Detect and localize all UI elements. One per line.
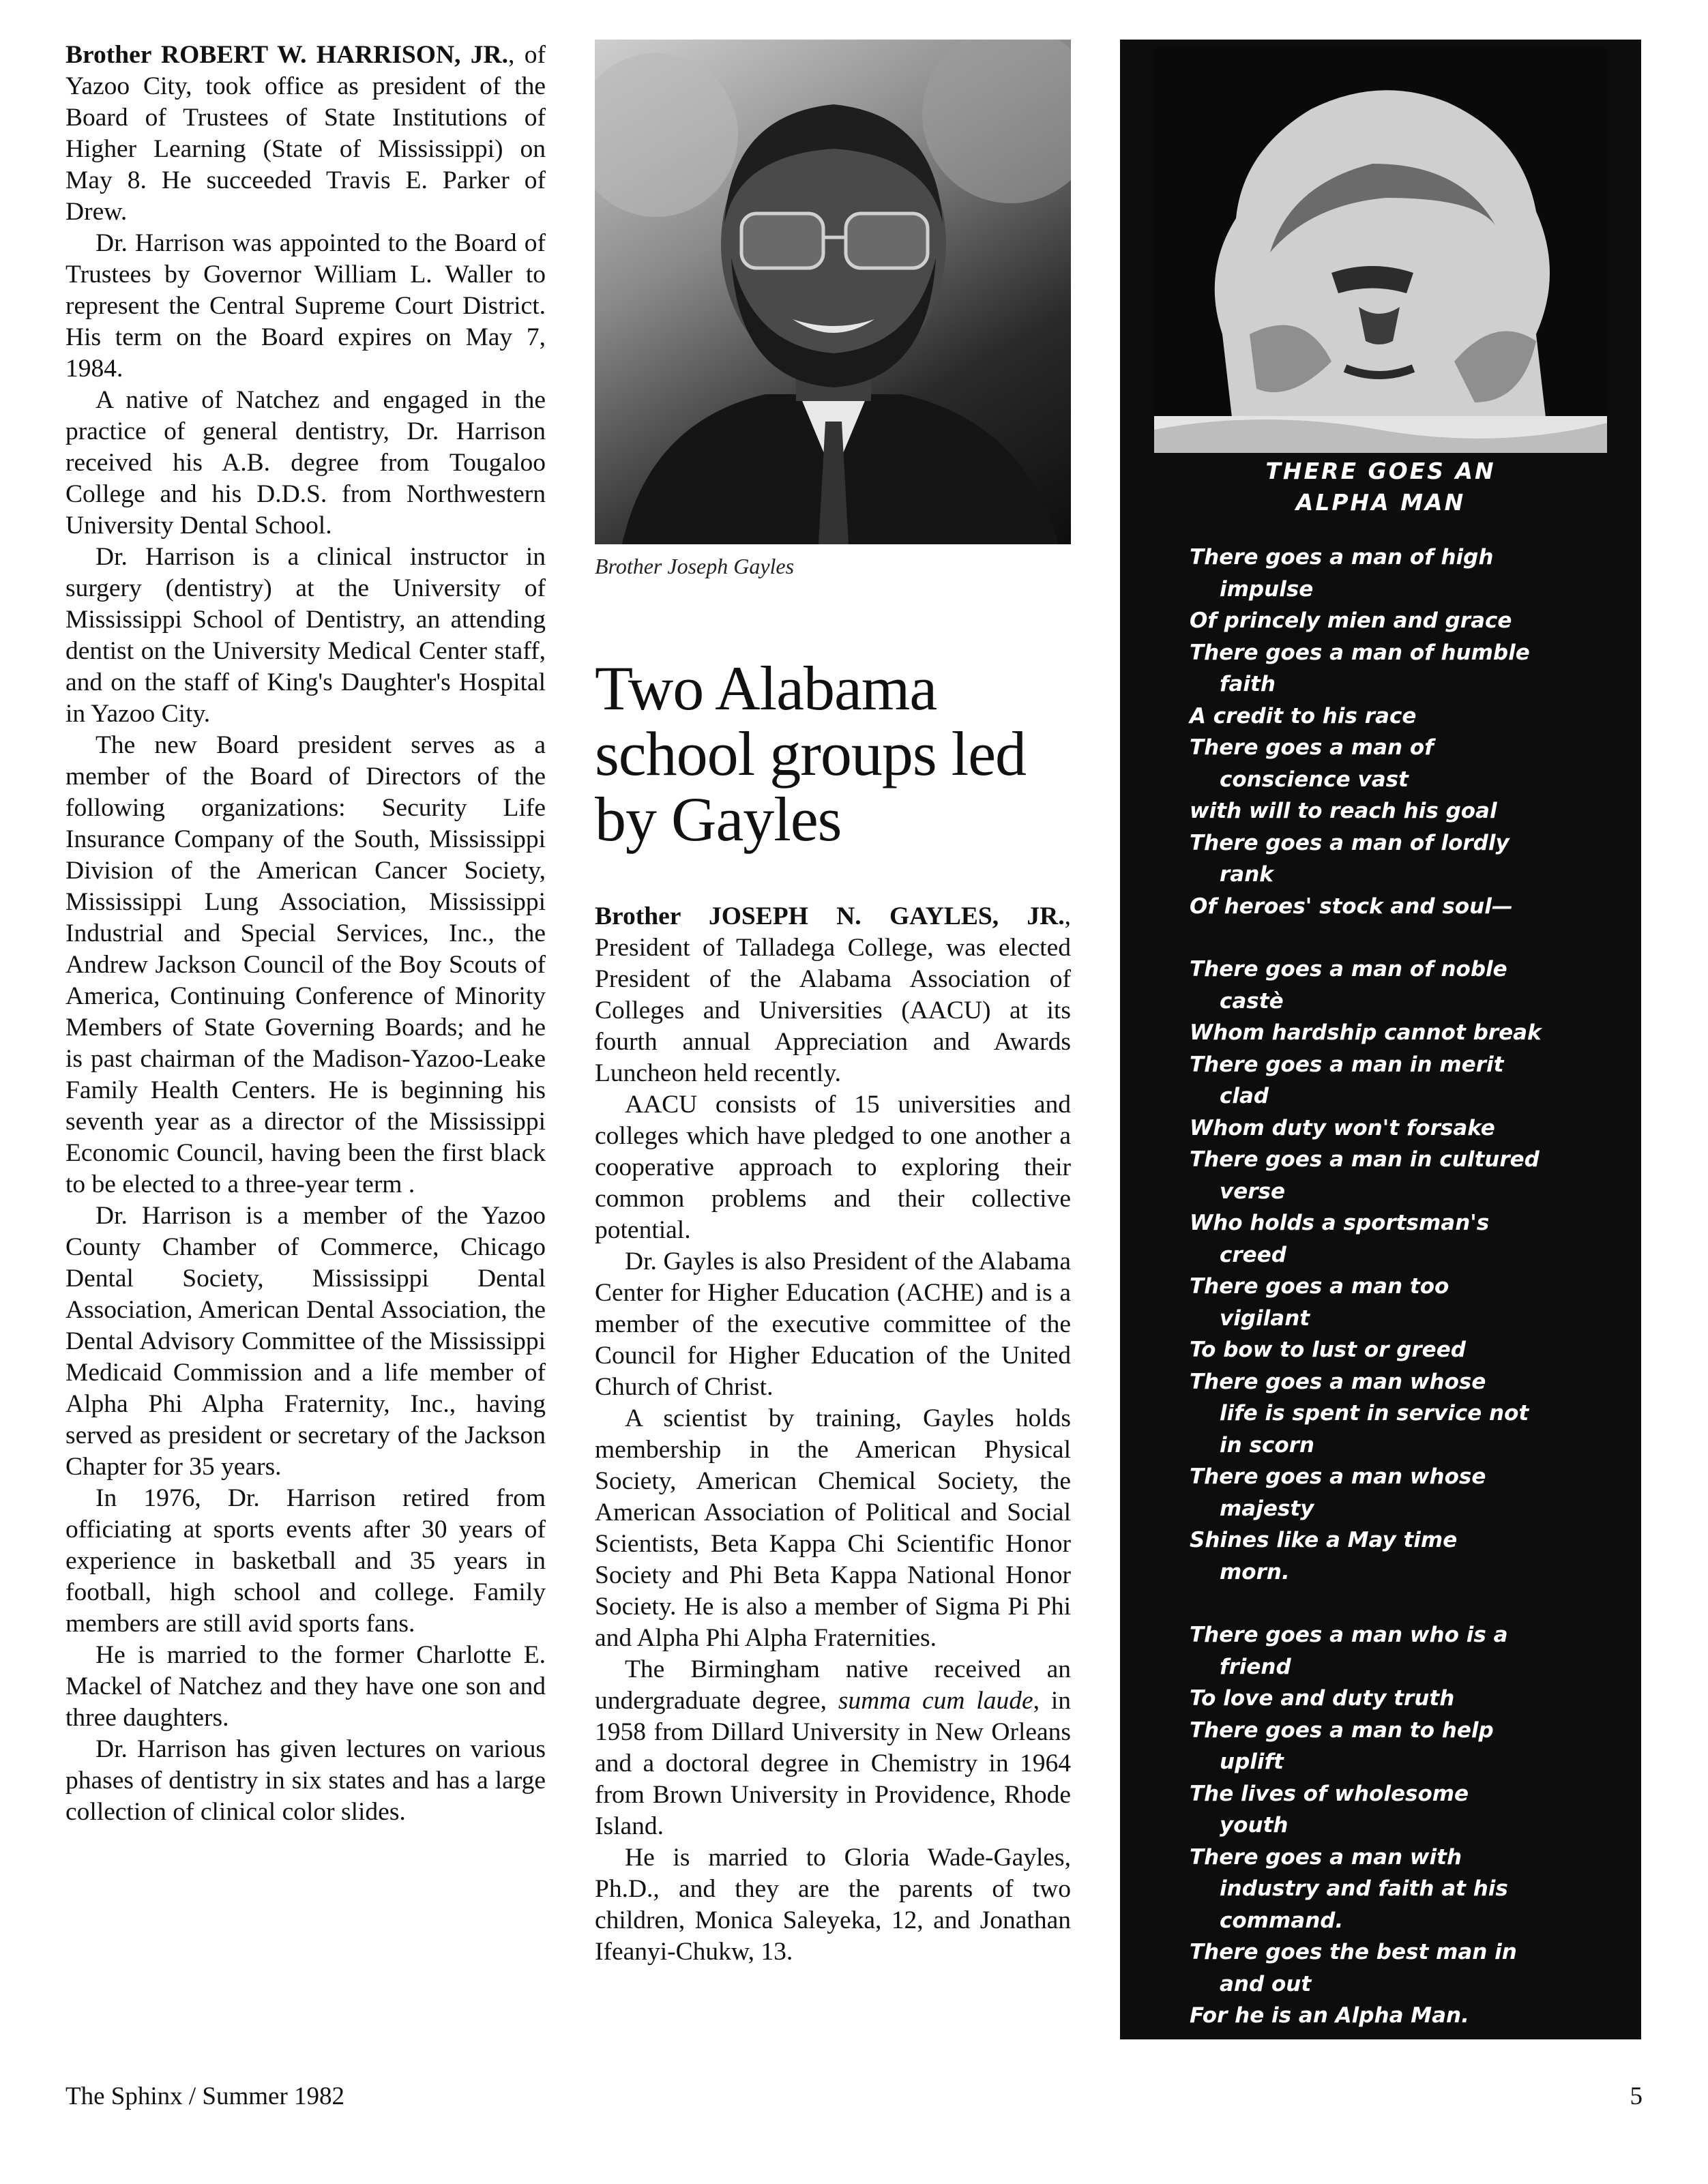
gayles-paragraph-4: A scientist by training, Gayles holds membership in the American Physical Society, American Chemical Society, the American Association of Political and Social Scientists, Beta Kappa Chi Scientific Honor Society and Phi Beta Kappa National Honor Society. He is also a member of Sigma Pi Phi and Alpha Phi Alpha Fraternities. — [595, 1404, 1071, 1652]
poem-line: verse — [1220, 1179, 1285, 1204]
publication-footer: The Sphinx / Summer 1982 — [65, 2082, 345, 2110]
harrison-paragraph-3: A native of Natchez and engaged in the practice of general dentistry, Dr. Harrison received his A.B. degree from Tougaloo College and his D.D.S. from Northwestern University Dental School. — [65, 386, 546, 540]
gayles-paragraph-2: AACU consists of 15 universities and colleges which have pledged to one another a cooperative approach to exploring their common problems and their collective potential. — [595, 1091, 1071, 1244]
poem-line: There goes a man with — [1190, 1844, 1462, 1870]
harrison-paragraph-7: In 1976, Dr. Harrison retired from officiating at sports events after 30 years of experience in basketball and 35 years in football, high school and college. Family members are still avid sports fans. — [65, 1484, 546, 1638]
poem-line: Of heroes' stock and soul— — [1190, 894, 1513, 919]
poem-line: rank — [1220, 862, 1273, 887]
poem-line: vigilant — [1220, 1305, 1310, 1331]
harrison-lead-name: Brother ROBERT W. HARRISON, JR. — [65, 41, 508, 69]
harrison-paragraph-4: Dr. Harrison is a clinical instructor in surgery (dentistry) at the University of Mississippi School of Dentistry, an attending dentist on the University Medical Center staff, and on the staff of King's Daughter's Hospital in Yazoo City. — [65, 543, 546, 728]
harrison-paragraph-2: Dr. Harrison was appointed to the Board of Trustees by Governor William L. Waller to represent the Central Supreme Court District. His term on the Board expires on May 7, 1984. — [65, 229, 546, 383]
gayles-paragraph-5-pre: The Birmingham native received an undergraduate degree, — [595, 1655, 1071, 1715]
gayles-paragraph-3: Dr. Gayles is also President of the Alabama Center for Higher Education (ACHE) and is a member of the executive committee of the Council for Higher Education of the United Church of Christ. — [595, 1248, 1071, 1401]
harrison-paragraph-5: The new Board president serves as a member of the Board of Directors of the following organizations: Security Life Insurance Company of the South, Mississippi Division of the American Cancer Society, Mississippi Lung Association, Mississippi Industrial and Special Services, Inc., the Andrew Jackson Council of the Boy Scouts of America, Continuing Conference of Minority Members of State Governing Boards; and he is past chairman of the Madison-Yazoo-Leake Family Health Centers. He is beginning his seventh year as a director of the Mississippi Economic Council, having been the first black to be elected to a three-year term . — [65, 731, 546, 1198]
poem-line: impulse — [1220, 576, 1314, 602]
poem-line: There goes a man whose — [1190, 1369, 1486, 1394]
poem-line: faith — [1220, 672, 1276, 696]
poem-box — [1120, 40, 1641, 2039]
poem-line: The lives of wholesome — [1190, 1781, 1469, 1806]
poem-title-line-2: ALPHA MAN — [1295, 489, 1466, 516]
article-headline: Two Alabama school groups led by Gayles — [595, 653, 1027, 854]
harrison-paragraph-9: Dr. Harrison has given lectures on various phases of dentistry in six states and has a large collection of clinical color slides. — [65, 1735, 546, 1826]
gayles-portrait-photo — [595, 40, 1071, 544]
poem-line: in scorn — [1220, 1432, 1314, 1458]
poem-line: There goes the best man in — [1190, 1940, 1517, 1964]
poem-line: youth — [1220, 1813, 1289, 1838]
harrison-paragraph-8: He is married to the former Charlotte E. Mackel of Natchez and they have one son and three daughters. — [65, 1641, 546, 1732]
gayles-paragraph-6: He is married to Gloria Wade-Gayles, Ph.D., and they are the parents of two children, Monica Saleyeka, 12, and Jonathan Ifeanyi-Chukw, 13. — [595, 1844, 1071, 1966]
poem-text — [1190, 542, 1619, 2032]
poem-line: with will to reach his goal — [1190, 799, 1497, 823]
poem-line: There goes a man of high — [1190, 545, 1494, 570]
poem-line: Whom duty won't forsake — [1190, 1115, 1495, 1140]
poem-line: There goes a man of — [1190, 735, 1434, 760]
portrait-illustration — [595, 40, 1071, 544]
left-article — [65, 40, 546, 1828]
poem-line: industry and faith at his — [1220, 1876, 1508, 1901]
gayles-paragraph-1-text: , President of Talladega College, was elected President of the Alabama Association of Colleges and Universities (AACU) at its fourth annual Appreciation and Awards Luncheon held recently. — [595, 902, 1071, 1087]
poem-line: There goes a man in merit — [1190, 1052, 1504, 1077]
poem-line: There goes a man in cultured — [1190, 1147, 1540, 1172]
gayles-paragraph-5-post: , in 1958 from Dillard University in New Orleans and a doctoral degree in Chemistry in 1964 from Brown University in Providence, Rhode Island. — [595, 1687, 1072, 1840]
gayles-paragraph-1 — [595, 901, 1071, 1089]
poem-line: For he is an Alpha Man. — [1190, 2003, 1469, 2028]
poem-line: morn. — [1220, 1559, 1290, 1584]
poem-line: There goes a man whose — [1190, 1464, 1486, 1489]
gayles-lead-name: Brother JOSEPH N. GAYLES, JR. — [595, 902, 1065, 930]
gayles-paragraph-5 — [595, 1654, 1071, 1842]
poem-line: There goes a man of lordly — [1190, 830, 1510, 855]
poem-line: and out — [1220, 1971, 1312, 1996]
page-number: 5 — [1630, 2082, 1643, 2110]
poem-line: There goes a man too — [1190, 1274, 1449, 1299]
poem-line: Who holds a sportsman's — [1190, 1211, 1490, 1235]
poem-line: castè — [1220, 988, 1284, 1014]
harrison-paragraph-1 — [65, 40, 546, 228]
poem-line: conscience vast — [1220, 767, 1409, 792]
poem-line: There goes a man to help — [1190, 1717, 1494, 1743]
photo-caption: Brother Joseph Gayles — [595, 554, 795, 578]
poem-title-line-1: THERE GOES AN — [1265, 458, 1496, 484]
poem-line: Shines like a May time — [1190, 1528, 1458, 1552]
poem-line: Of princely mien and grace — [1190, 608, 1512, 633]
poem-line: To love and duty truth — [1190, 1686, 1455, 1711]
poem-line: There goes a man of humble — [1190, 640, 1530, 665]
poem-line: creed — [1220, 1242, 1286, 1267]
poem-line: There goes a man who is a — [1190, 1623, 1508, 1647]
poem-line: friend — [1220, 1654, 1291, 1679]
harrison-paragraph-1-text: , of Yazoo City, took office as president of the Board of Trustees of State Institutions of Higher Learning (State of Mississippi) on May 8. He succeeded Travis E. Parker of Drew. — [65, 41, 546, 226]
poem-line: uplift — [1220, 1750, 1284, 1774]
poem-title — [1120, 456, 1641, 518]
poem-line: To bow to lust or greed — [1190, 1338, 1466, 1362]
middle-article — [595, 40, 1071, 1968]
harrison-paragraph-6: Dr. Harrison is a member of the Yazoo County Chamber of Commerce, Chicago Dental Society, Mississippi Dental Association, American Dental Association, the Dental Advisory Committee of the Mississippi Medicaid Commission and a life member of Alpha Phi Alpha Fraternity, Inc., having served as president or secretary of the Jackson Chapter for 35 years. — [65, 1202, 546, 1481]
poem-line: command. — [1220, 1908, 1344, 1933]
poem-line: Whom hardship cannot break — [1190, 1020, 1542, 1045]
poem-line: There goes a man of noble — [1190, 957, 1507, 982]
sphinx-image — [1154, 48, 1607, 453]
gayles-paragraph-5-latin: summa cum laude — [838, 1687, 1033, 1715]
poem-line: life is spent in service not — [1220, 1401, 1529, 1426]
poem-line: A credit to his race — [1190, 703, 1417, 728]
poem-line: clad — [1220, 1084, 1269, 1108]
poem-line: majesty — [1220, 1496, 1314, 1521]
